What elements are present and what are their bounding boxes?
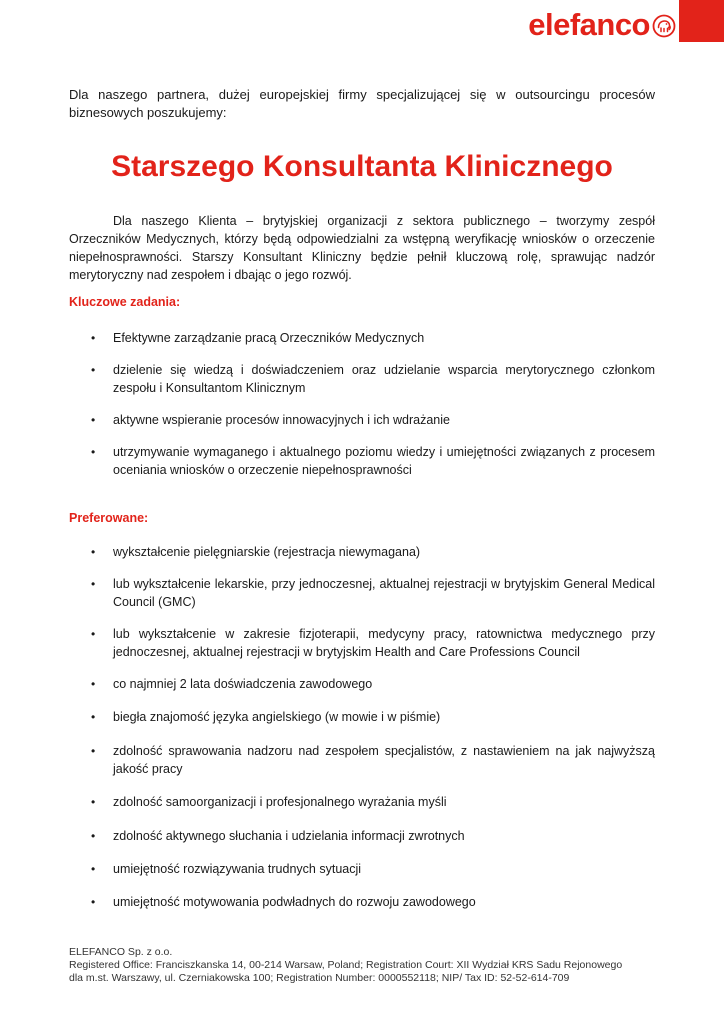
bullet-icon: • <box>91 627 96 641</box>
job-title: Starszego Konsultanta Klinicznego <box>111 150 613 183</box>
elephant-emblem-icon <box>652 14 676 38</box>
list-item-text: biegła znajomość języka angielskiego (w mowie i w piśmie) <box>113 710 441 724</box>
list-item <box>69 893 655 911</box>
tasks-heading: Kluczowe zadania: <box>69 295 181 309</box>
bullet-icon: • <box>91 795 96 809</box>
list-item <box>69 860 655 878</box>
intro-text: Dla naszego partnera, dużej europejskiej firmy specjalizującej się w outsourcingu procesów biznesowych poszukujemy: <box>69 87 655 120</box>
job-description: Dla naszego Klienta – brytyjskiej organizacji z sektora publicznego – tworzymy zespół Orzeczników Medycznych, którzy będą odpowiedzialni za wstępną weryfikację wniosków o orzeczenie niepełnosprawności. Starszy Konsultant Kliniczny będzie pełnił kluczową rolę, sprawując nadzór merytoryczny nad zespołem i dbając o jego rozwój. <box>69 214 655 282</box>
list-item <box>69 411 655 429</box>
list-item-text: Efektywne zarządzanie pracą Orzeczników Medycznych <box>113 331 425 345</box>
list-item-text: zdolność aktywnego słuchania i udzielania informacji zwrotnych <box>113 829 465 843</box>
list-item-text: co najmniej 2 lata doświadczenia zawodowego <box>113 677 373 691</box>
bullet-icon: • <box>91 862 96 876</box>
list-item <box>69 742 655 778</box>
list-item-text: umiejętność motywowania podwładnych do rozwoju zawodowego <box>113 895 476 909</box>
list-item <box>69 793 655 811</box>
preferred-heading: Preferowane: <box>69 511 149 525</box>
list-item <box>69 827 655 845</box>
list-item <box>69 329 655 347</box>
company-footer <box>69 946 669 985</box>
bullet-icon: • <box>91 445 96 459</box>
bullet-icon: • <box>91 744 96 758</box>
bullet-icon: • <box>91 677 96 691</box>
list-item-text: dzielenie się wiedzą i doświadczeniem oraz udzielanie wsparcia merytorycznego członkom zespołu i Konsultantom Klinicznym <box>113 363 655 395</box>
list-item <box>69 575 655 611</box>
bullet-icon: • <box>91 577 96 591</box>
list-item-text: wykształcenie pielęgniarskie (rejestracja niewymagana) <box>113 545 421 559</box>
list-item <box>69 675 655 693</box>
list-item <box>69 625 655 661</box>
list-item <box>69 443 655 479</box>
footer-registration-details: dla m.st. Warszawy, ul. Czerniakowska 100; Registration Number: 0000552118; NIP/ Tax ID: 52-52-614-709 <box>69 972 570 984</box>
brand-color-block <box>679 0 724 42</box>
bullet-icon: • <box>91 829 96 843</box>
tasks-list <box>69 329 655 479</box>
bullet-icon: • <box>91 895 96 909</box>
bullet-icon: • <box>91 413 96 427</box>
footer-registered-office: Registered Office: Franciszkanska 14, 00-214 Warsaw, Poland; Registration Court: XII Wydział KRS Sadu Rejonowego <box>69 959 623 971</box>
list-item <box>69 543 655 561</box>
list-item-text: lub wykształcenie lekarskie, przy jednoczesnej, aktualnej rejestracji w brytyjskim General Medical Council (GMC) <box>113 577 655 609</box>
bullet-icon: • <box>91 545 96 559</box>
bullet-icon: • <box>91 710 96 724</box>
footer-company-name: ELEFANCO Sp. z o.o. <box>69 946 173 958</box>
bullet-icon: • <box>91 363 96 377</box>
list-item-text: zdolność samoorganizacji i profesjonalnego wyrażania myśli <box>113 795 447 809</box>
bullet-icon: • <box>91 331 96 345</box>
list-item-text: aktywne wspieranie procesów innowacyjnych i ich wdrażanie <box>113 413 450 427</box>
preferred-list <box>69 543 655 911</box>
list-item-text: utrzymywanie wymaganego i aktualnego poziomu wiedzy i umiejętności związanych z procesem oceniania wniosków o orzeczenie niepełnosprawności <box>113 445 655 477</box>
company-logo <box>528 8 676 42</box>
list-item-text: lub wykształcenie w zakresie fizjoterapii, medycyny pracy, ratownictwa medycznego przy jednoczesnej, aktualnej rejestracji w brytyjskim Health and Care Professions Council <box>113 627 655 659</box>
list-item-text: zdolność sprawowania nadzoru nad zespołem specjalistów, z nastawieniem na jak najwyższą jakość pracy <box>113 744 655 776</box>
list-item-text: umiejętność rozwiązywania trudnych sytuacji <box>113 862 362 876</box>
logo-text: elefanco <box>528 7 650 42</box>
list-item <box>69 708 655 726</box>
list-item <box>69 361 655 397</box>
